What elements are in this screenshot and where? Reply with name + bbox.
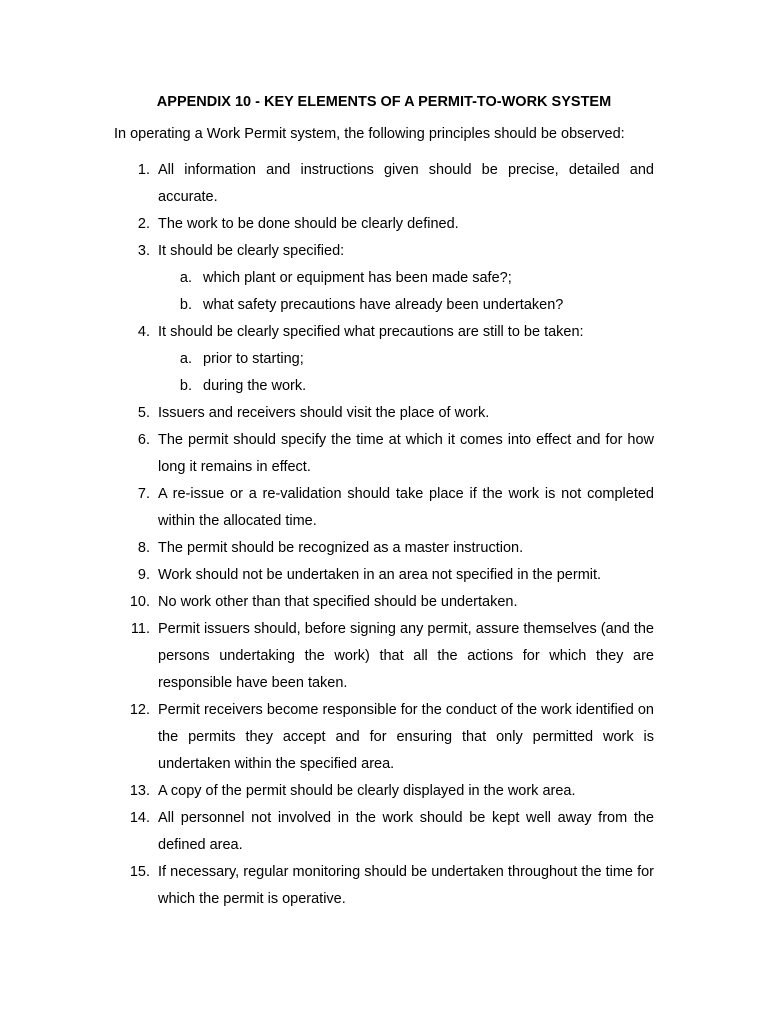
list-item-text: The work to be done should be clearly defined. [158, 216, 459, 232]
list-item [0, 211, 768, 238]
list-item-text: The permit should be recognized as a master instruction. [158, 540, 524, 556]
sub-list-item [0, 292, 768, 319]
list-item-number: 10. [129, 594, 150, 610]
list-item-text: The permit should specify the time at which it comes into effect and for how long it remains in effect. [158, 432, 654, 475]
list-item [0, 400, 768, 427]
list-item-number: 14. [129, 810, 150, 826]
sub-list-item-text: during the work. [203, 378, 307, 394]
list-item-number: 9. [137, 567, 150, 583]
principles-list [0, 157, 768, 913]
list-item-number: 12. [129, 702, 150, 718]
sub-list-item [0, 346, 768, 373]
list-item-number: 3. [137, 243, 150, 259]
list-item-text: A re-issue or a re-validation should take place if the work is not completed within the allocated time. [158, 486, 654, 529]
list-item [0, 616, 768, 697]
list-item [0, 319, 768, 346]
list-item-text: It should be clearly specified what precautions are still to be taken: [158, 324, 584, 340]
sub-list-item-text: what safety precautions have already been undertaken? [203, 297, 564, 313]
list-item [0, 157, 768, 211]
sub-list-item-text: prior to starting; [203, 351, 304, 367]
list-item [0, 859, 768, 913]
list-item [0, 778, 768, 805]
list-item-number: 6. [137, 432, 150, 448]
list-item-number: 13. [129, 783, 150, 799]
list-item-text: Issuers and receivers should visit the place of work. [158, 405, 490, 421]
sub-list-item-letter: b. [179, 297, 192, 313]
list-item-number: 1. [137, 162, 150, 178]
list-item [0, 427, 768, 481]
sub-list-item [0, 373, 768, 400]
sub-list-item-letter: a. [179, 351, 192, 367]
sub-list-item-letter: a. [179, 270, 192, 286]
list-item-number: 5. [137, 405, 150, 421]
list-item-text: No work other than that specified should be undertaken. [158, 594, 518, 610]
list-item-number: 8. [137, 540, 150, 556]
list-item-number: 11. [130, 621, 150, 637]
list-item [0, 697, 768, 778]
document-title: APPENDIX 10 - KEY ELEMENTS OF A PERMIT-TO-WORK SYSTEM [156, 94, 612, 110]
list-item-text: A copy of the permit should be clearly displayed in the work area. [158, 783, 576, 799]
list-item-text: Permit issuers should, before signing any permit, assure themselves (and the persons undertaking the work) that all the actions for which they are responsible have been taken. [158, 621, 654, 691]
list-item-text: If necessary, regular monitoring should be undertaken throughout the time for which the permit is operative. [158, 864, 654, 907]
sub-list-item-text: which plant or equipment has been made safe?; [203, 270, 512, 286]
list-item-text: Permit receivers become responsible for the conduct of the work identified on the permits they accept and for ensuring that only permitted work is undertaken within the specified area. [158, 702, 654, 772]
list-item [0, 562, 768, 589]
list-item-number: 2. [137, 216, 150, 232]
list-item-text: Work should not be undertaken in an area not specified in the permit. [158, 567, 602, 583]
list-item-number: 15. [129, 864, 150, 880]
list-item-number: 4. [137, 324, 150, 340]
intro-paragraph: In operating a Work Permit system, the following principles should be observed: [114, 126, 625, 142]
list-item [0, 238, 768, 265]
list-item [0, 481, 768, 535]
list-item-text: It should be clearly specified: [158, 243, 345, 259]
list-item [0, 589, 768, 616]
list-item-text: All information and instructions given should be precise, detailed and accurate. [158, 162, 654, 205]
list-item [0, 535, 768, 562]
sub-list-item [0, 265, 768, 292]
sub-list-item-letter: b. [179, 378, 192, 394]
list-item-text: All personnel not involved in the work should be kept well away from the defined area. [158, 810, 654, 853]
list-item-number: 7. [137, 486, 150, 502]
list-item [0, 805, 768, 859]
